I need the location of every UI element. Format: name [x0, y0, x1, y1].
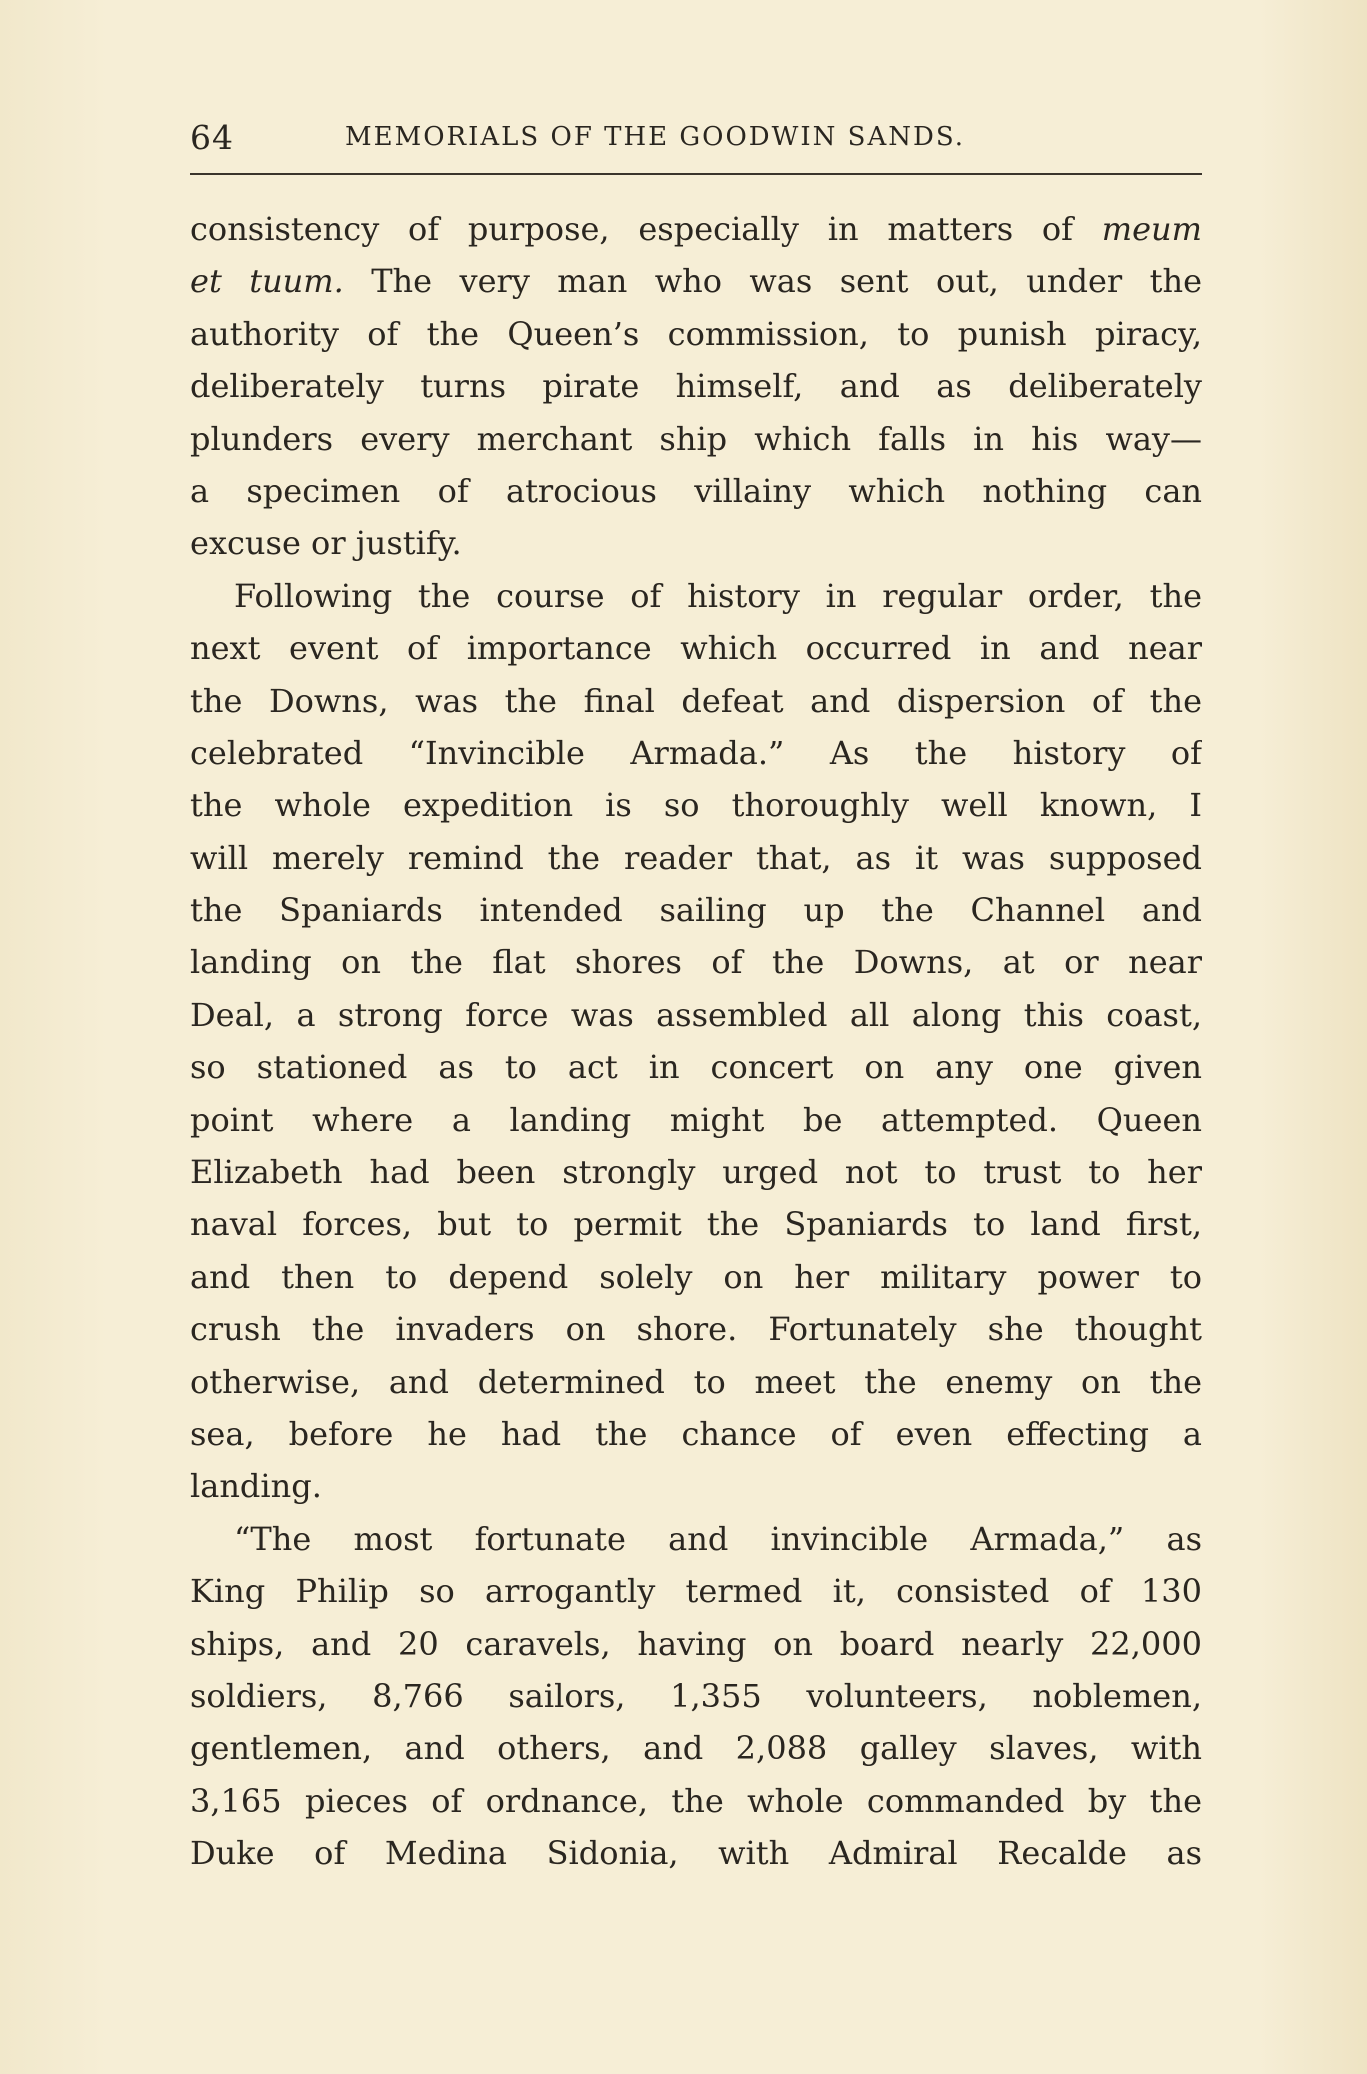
paragraph: [190, 1513, 1202, 1880]
paragraph: [190, 203, 1202, 570]
text-line: and then to depend solely on her military power to: [190, 1257, 1202, 1296]
text-line: next event of importance which occurred in and near: [190, 629, 1202, 668]
text-line: consistency of purpose, especially in matters of meum: [190, 210, 1202, 248]
text-line: authority of the Queen’s commission, to punish piracy,: [190, 314, 1202, 353]
text-line: otherwise, and determined to meet the enemy on the: [190, 1362, 1202, 1401]
text-line: so stationed as to act in concert on any one given: [190, 1048, 1202, 1087]
text-line: the whole expedition is so thoroughly well known, I: [190, 786, 1202, 825]
text-line: celebrated “Invincible Armada.” As the history of: [190, 733, 1202, 772]
text-line: “The most fortunate and invincible Armada,” as: [234, 1519, 1202, 1558]
page-number: 64: [190, 118, 234, 157]
text-line: crush the invaders on shore. Fortunately she thought: [190, 1310, 1202, 1349]
text-line: et tuum. The very man who was sent out, under the: [190, 262, 1202, 301]
text-line: landing.: [190, 1467, 322, 1506]
text-line: Duke of Medina Sidonia, with Admiral Recalde as: [190, 1834, 1202, 1873]
paragraph: [190, 570, 1202, 1513]
text-line: plunders every merchant ship which falls in his way—: [190, 419, 1202, 458]
page-header: [190, 118, 1202, 160]
text-line: the Spaniards intended sailing up the Channel and: [190, 891, 1202, 930]
text-line: gentlemen, and others, and 2,088 galley slaves, with: [190, 1729, 1202, 1768]
text-line: 3,165 pieces of ordnance, the whole commanded by the: [190, 1781, 1202, 1820]
text-line: Deal, a strong force was assembled all along this coast,: [190, 995, 1202, 1034]
text-line: a specimen of atrocious villainy which nothing can: [190, 471, 1202, 510]
text-line: Elizabeth had been strongly urged not to trust to her: [190, 1153, 1202, 1192]
text-line: naval forces, but to permit the Spaniards to land first,: [190, 1205, 1202, 1244]
text-line: King Philip so arrogantly termed it, consisted of 130: [190, 1572, 1202, 1611]
text-line: excuse or justify.: [190, 524, 462, 563]
text-line: point where a landing might be attempted. Queen: [190, 1100, 1202, 1139]
text-line: soldiers, 8,766 sailors, 1,355 volunteers, noblemen,: [190, 1676, 1202, 1715]
running-title: MEMORIALS OF THE GOODWIN SANDS.: [345, 122, 965, 152]
header-rule: [190, 173, 1202, 175]
text-line: ships, and 20 caravels, having on board nearly 22,000: [190, 1624, 1202, 1663]
text-line: deliberately turns pirate himself, and as deliberately: [190, 367, 1202, 406]
body-text: [190, 203, 1202, 1880]
text-line: Following the course of history in regular order, the: [234, 576, 1202, 615]
text-line: will merely remind the reader that, as it was supposed: [190, 838, 1202, 877]
text-line: sea, before he had the chance of even effecting a: [190, 1414, 1202, 1453]
text-line: landing on the flat shores of the Downs, at or near: [190, 943, 1202, 982]
text-line: the Downs, was the final defeat and dispersion of the: [190, 681, 1202, 720]
